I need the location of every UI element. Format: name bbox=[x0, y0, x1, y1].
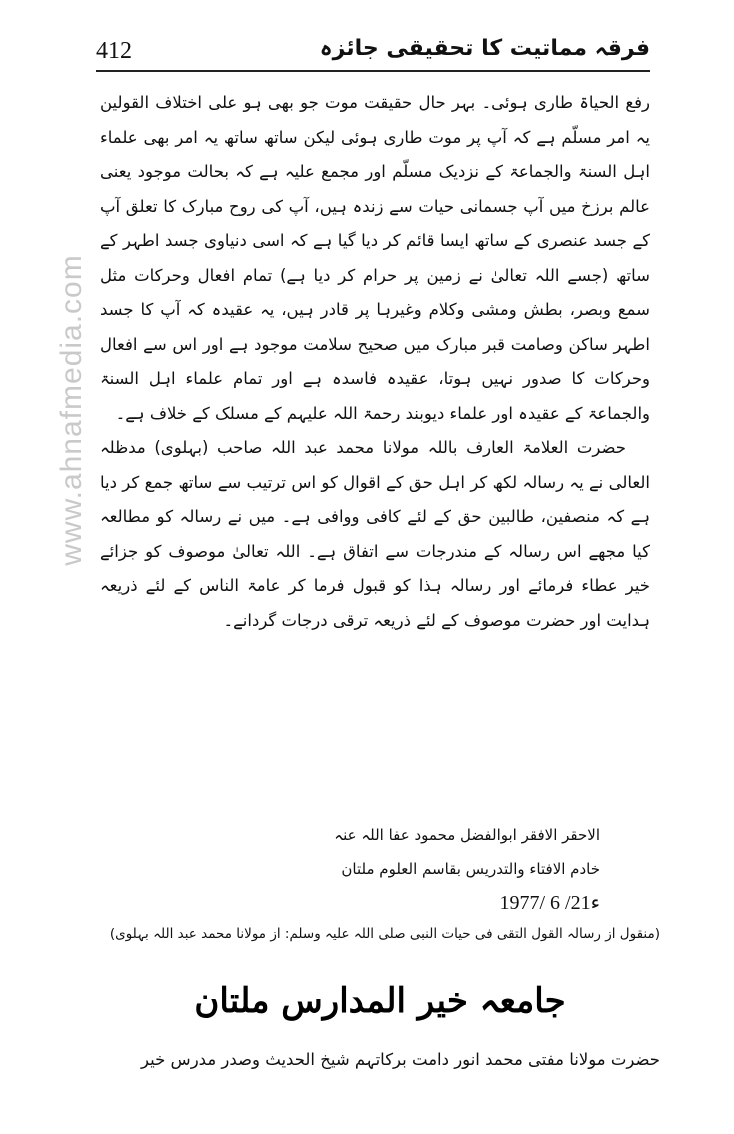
body-text bbox=[100, 86, 650, 638]
section-heading: جامعہ خیر المدارس ملتان bbox=[194, 981, 566, 1021]
watermark-text: www.ahnafmedia.com bbox=[55, 254, 88, 566]
paragraph-1: رفع الحیاۃ طاری ہوئی۔ بہر حال حقیقت موت جو بھی ہو علی اختلاف القولین یہ امر مسلّم ہے کہ آپ پر موت طاری ہوئی لیکن ساتھ ساتھ یہ امر بھی علماء اہل السنۃ والجماعۃ کے نزدیک مسلّم اور مجمع علیہ ہے کہ بحالت موجود یعنی عالم برزخ میں آپ جسمانی حیات سے زندہ ہیں، آپ کی روح مبارک کا تعلق آپ کے جسد عنصری کے ساتھ ایسا قائم کر دیا گیا ہے کہ اسی دنیاوی جسد اطہر کے ساتھ (جسے اللہ تعالیٰ نے زمین پر حرام کر دیا ہے) تمام افعال وحرکات مثل سمع وبصر، بطش ومشی وکلام وغیرہا پر قادر ہیں، یہ عقیدہ کہ آپ کا جسد اطہر ساکن وصامت قبر مبارک میں صحیح سلامت موجود ہے اور اس سے افعال وحرکات کا صدور نہیں ہوتا، عقیدہ فاسدہ ہے اور تمام علماء اہل السنۃ والجماعۃ کے عقیدہ اور علماء دیوبند رحمۃ اللہ علیہم کے مسلک کے خلاف ہے۔ bbox=[100, 93, 650, 423]
running-title: فرقہ مماتیت کا تحقیقی جائزہ bbox=[319, 36, 650, 61]
citation: (منقول از رسالہ القول التقی فی حیات النبی صلی اللہ علیہ وسلم: از مولانا محمد عبد اللہ بہلوی) bbox=[109, 926, 660, 942]
page-number: 412 bbox=[96, 38, 132, 64]
page-header bbox=[96, 34, 650, 72]
section-first-line: حضرت مولانا مفتی محمد انور دامت برکاتہم شیخ الحدیث وصدر مدرس خیر bbox=[141, 1050, 660, 1069]
signatory-name: الاحقر الافقر ابوالفضل محمود عفا اللہ عنہ bbox=[334, 826, 600, 844]
signatory-title: خادم الافتاء والتدریس بقاسم العلوم ملتان bbox=[341, 860, 600, 878]
signoff-date: 1977/ 6 /21ء bbox=[499, 892, 600, 914]
paragraph-2: حضرت العلامۃ العارف باللہ مولانا محمد عبد اللہ صاحب (بہلوی) مدظلہ العالی نے یہ رسالہ لکھ کر اہل حق کے اقوال کو اس ترتیب سے ساتھ جمع کر دیا ہے کہ منصفین، طالبین حق کے لئے کافی ووافی ہے۔ میں نے رسالہ کو مطالعہ کیا مجھے اس رسالہ کے مندرجات سے اتفاق ہے۔ اللہ تعالیٰ موصوف کو جزائے خیر عطاء فرمائے اور رسالہ ہذا کو قبول فرما کر عامۃ الناس کے لئے ذریعہ ہدایت اور حضرت موصوف کے لئے ذریعہ ترقی درجات گردانے۔ bbox=[100, 438, 650, 630]
signoff-block bbox=[100, 818, 600, 920]
